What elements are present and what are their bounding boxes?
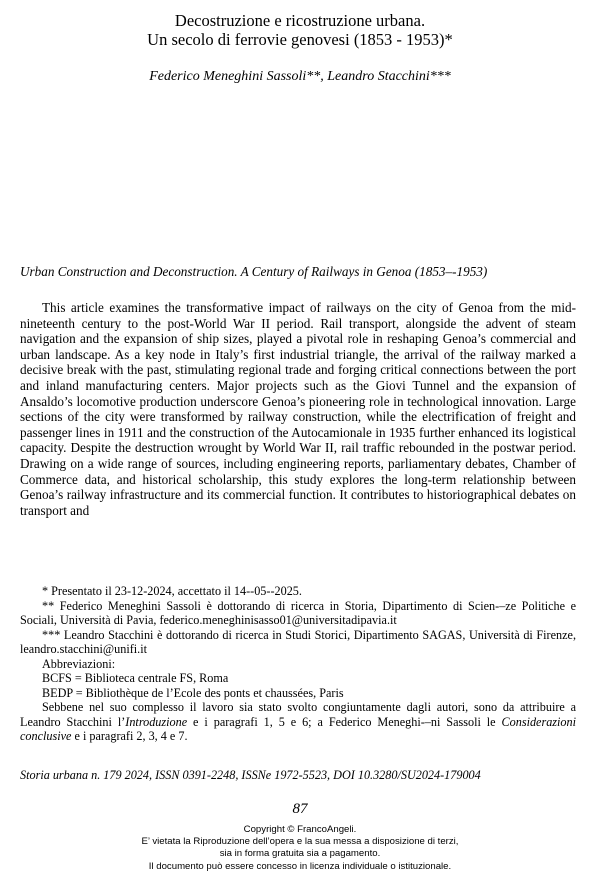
page-number: 87 [292, 801, 308, 817]
footnote-attribution [20, 700, 576, 744]
footnote-author-1: ** Federico Meneghini Sassoli è dottorando di ricerca in Storia, Dipartimento di Scien-–ze Politiche e Sociali, Università di Pavia, federico.meneghinisasso01@universitadipavia.it [20, 598, 576, 627]
footnote-submission: * Presentato il 23-12-2024, accettato il 14--05--2025. [42, 584, 302, 598]
article-title-line-1: Decostruzione e ricostruzione urbana. [174, 11, 426, 30]
copyright-line-2: E’ vietata la Riproduzione dell’opera e la sua messa a disposizione di terzi, [141, 836, 459, 848]
author-stacchini: Leandro Stacchini*** [327, 69, 451, 84]
journal-citation: Storia urbana n. 179 2024, ISSN 0391-2248, ISSNe 1972-5523, DOI 10.3280/SU2024-179004 [20, 768, 481, 782]
attribution-text-2: e i paragrafi 1, 5 e 6; a Federico Meneghi-–ni Sassoli le [187, 714, 502, 729]
author-meneghini-sassoli: Federico Meneghini Sassoli** [149, 69, 321, 84]
authors [0, 69, 600, 85]
abbreviation-bcfs: BCFS = Biblioteca centrale FS, Roma [42, 671, 229, 685]
author-separator: , [320, 69, 328, 84]
footnote-author-2: *** Leandro Stacchini è dottorando di ricerca in Studi Storici, Dipartimento SAGAS, Università di Firenze, leandro.stacchini@unifi.it [20, 627, 576, 656]
english-title: Urban Construction and Deconstruction. A Century of Railways in Genoa (1853–-1953) [20, 264, 488, 279]
abstract-paragraph: This article examines the transformative impact of railways on the city of Genoa from the mid-nineteenth century to the post-World War II period. Rail transport, alongside the advent of steam navigation and the expansion of ship sizes, played a pivotal role in reshaping Genoa’s commercial and urban landscape. As a key node in Italy’s first industrial triangle, the arrival of the railway marked a decisive break with the past, stimulating regional trade and forging critical connections between the port and inland manufacturing centers. Major projects such as the Giovi Tunnel and the expansion of Ansaldo’s locomotive production underscore Genoa’s pioneering role in technological innovation. Large sections of the city were transformed by railway construction, while the electrification of freight and passenger lines in 1911 and the construction of the Autocamionale in 1935 further enhanced its logistical capacity. Despite the destruction wrought by World War II, rail traffic rebounded in the postwar period. Drawing on a wide range of sources, including engineering reports, parliamentary debates, Chamber of Commerce data, and historical scholarship, this study explores the long-term relationship between Genoa’s railway infrastructure and its commercial function. It contributes to historiographical debates on transport and [20, 300, 576, 518]
attribution-introduzione: Introduzione [125, 714, 188, 729]
attribution-text-3: e i paragrafi 2, 3, 4 e 7. [71, 729, 188, 743]
copyright-line-3: sia in forma gratuita sia a pagamento. [219, 848, 381, 860]
footnotes [20, 584, 576, 744]
abbreviation-bedp: BEDP = Bibliothèque de l’Ecole des ponts et chaussées, Paris [42, 685, 344, 700]
copyright-line-1: Copyright © FrancoAngeli. [243, 824, 357, 835]
copyright-footer [0, 824, 600, 873]
attribution-text-1: Sebbene nel suo complesso il lavoro sia stato svolto congiuntamente dagli autori, sono da attribuire a Leandro Stacchini l’ [20, 700, 576, 729]
copyright-line-4: Il documento può essere concesso in licenza individuale o istituzionale. [148, 860, 452, 872]
abbreviations-label: Abbreviazioni: [42, 656, 116, 671]
article-title-line-2: Un secolo di ferrovie genovesi (1853 - 1953)* [147, 30, 453, 49]
attribution-considerazioni: Considerazioni conclusive [20, 714, 577, 743]
